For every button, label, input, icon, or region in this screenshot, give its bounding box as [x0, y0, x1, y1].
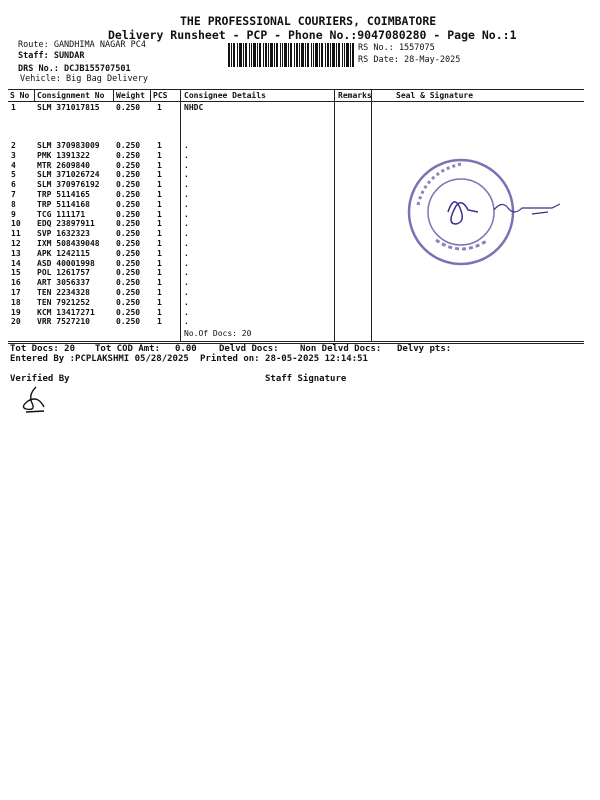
- row-consignment: SVP 1632323: [37, 229, 90, 239]
- row-consignee: .: [184, 229, 189, 239]
- row-consignment: TRP 5114168: [37, 199, 90, 209]
- row-pcs: 1: [157, 268, 162, 278]
- row-sno: 19: [11, 307, 21, 317]
- row-weight: 0.250: [116, 190, 141, 199]
- row-consignment: SLM 371026724: [37, 170, 100, 180]
- staff-label: Staff: SUNDAR: [18, 51, 85, 61]
- row-sno: 10: [11, 219, 21, 229]
- company-title: THE PROFESSIONAL COURIERS, COIMBATORE: [180, 14, 437, 28]
- row-consignment: TEN 7921252: [37, 297, 90, 307]
- row-consignee: .: [184, 160, 189, 170]
- row-consignee: .: [184, 258, 189, 268]
- row-sno: 12: [11, 239, 21, 248]
- row-pcs: 1: [157, 150, 162, 160]
- row-sno: 2: [11, 141, 16, 150]
- row-sno: 3: [11, 150, 16, 160]
- row-consignee: .: [184, 307, 189, 317]
- row-weight: 0.250: [116, 248, 141, 258]
- row-consignment: IXM 508439048: [37, 239, 100, 248]
- row-weight: 0.250: [116, 258, 141, 268]
- col-divider: [150, 89, 151, 101]
- row-sno: 8: [11, 199, 16, 209]
- row-consignment: APK 1242115: [37, 248, 90, 258]
- row-pcs: 1: [157, 190, 162, 199]
- col-divider: [180, 89, 181, 341]
- row-consignee: .: [184, 219, 189, 229]
- row-weight: 0.250: [116, 229, 141, 239]
- row-weight: 0.250: [116, 297, 141, 307]
- row-pcs: 1: [157, 170, 162, 180]
- tot-cod-value: 0.00: [175, 344, 197, 354]
- row-consignee: NHDC: [184, 103, 204, 112]
- row-pcs: 1: [157, 297, 162, 307]
- row-consignee: .: [184, 297, 189, 307]
- row-pcs: 1: [157, 209, 162, 219]
- row-pcs: 1: [157, 103, 162, 112]
- row-weight: 0.250: [116, 141, 141, 150]
- row-weight: 0.250: [116, 150, 141, 160]
- row-weight: 0.250: [116, 219, 141, 229]
- row-consignment: VRR 7527210: [37, 317, 90, 327]
- rs-date: RS Date: 28-May-2025: [358, 55, 461, 65]
- row-pcs: 1: [157, 258, 162, 268]
- drs-label: DRS No.: DCJB155707501: [18, 64, 131, 74]
- row-consignment: SLM 370976192: [37, 180, 100, 190]
- header-consignee: Consignee Details: [184, 91, 266, 100]
- verifier-signature: [18, 385, 48, 415]
- no-of-docs: No.Of Docs: 20: [184, 329, 252, 338]
- row-consignment: PMK 1391322: [37, 150, 90, 160]
- row-pcs: 1: [157, 229, 162, 239]
- row-sno: 15: [11, 268, 21, 278]
- signature-scrawl: [492, 196, 562, 220]
- row-consignee: .: [184, 190, 189, 199]
- header-consignment: Consignment No: [37, 91, 105, 100]
- row-weight: 0.250: [116, 103, 141, 112]
- row-consignee: .: [184, 317, 189, 327]
- tot-cod-label: Tot COD Amt:: [95, 344, 161, 354]
- row-sno: 18: [11, 297, 21, 307]
- row-sno: 13: [11, 248, 21, 258]
- row-consignee: .: [184, 239, 189, 248]
- row-weight: 0.250: [116, 268, 141, 278]
- barcode: [228, 43, 354, 67]
- row-pcs: 1: [157, 307, 162, 317]
- row-pcs: 1: [157, 219, 162, 229]
- row-consignee: .: [184, 199, 189, 209]
- row-consignee: .: [184, 268, 189, 278]
- row-weight: 0.250: [116, 239, 141, 248]
- entered-by: Entered By :PCPLAKSHMI 05/28/2025: [10, 354, 189, 364]
- row-consignment: SLM 370983009: [37, 141, 100, 150]
- row-consignee: .: [184, 180, 189, 190]
- runsheet-title: Delivery Runsheet - PCP - Phone No.:9047080280 - Page No.:1: [108, 28, 517, 42]
- row-consignment: SLM 371017815: [37, 103, 100, 112]
- row-weight: 0.250: [116, 199, 141, 209]
- row-pcs: 1: [157, 160, 162, 170]
- vehicle-label: Vehicle: Big Bag Delivery: [20, 74, 148, 84]
- row-consignment: MTR 2609840: [37, 160, 90, 170]
- header-pcs: PCS: [153, 91, 168, 100]
- row-weight: 0.250: [116, 307, 141, 317]
- row-consignee: .: [184, 248, 189, 258]
- row-consignment: ASD 40001998: [37, 258, 95, 268]
- row-pcs: 1: [157, 288, 162, 297]
- row-sno: 17: [11, 288, 21, 297]
- row-weight: 0.250: [116, 278, 141, 288]
- row-consignee: .: [184, 209, 189, 219]
- row-pcs: 1: [157, 317, 162, 327]
- row-sno: 14: [11, 258, 21, 268]
- row-consignee: .: [184, 150, 189, 160]
- col-divider: [371, 89, 372, 341]
- row-weight: 0.250: [116, 288, 141, 297]
- printed-on: Printed on: 28-05-2025 12:14:51: [200, 354, 368, 364]
- non-delvd-docs: Non Delvd Docs:: [300, 344, 382, 354]
- row-consignment: TRP 5114165: [37, 190, 90, 199]
- row-pcs: 1: [157, 199, 162, 209]
- header-sno: S No: [10, 91, 30, 100]
- row-weight: 0.250: [116, 160, 141, 170]
- route-label: Route: GANDHIMA NAGAR PC4: [18, 40, 146, 50]
- col-divider: [113, 89, 114, 101]
- row-sno: 4: [11, 160, 16, 170]
- col-divider: [34, 89, 35, 101]
- col-divider: [334, 89, 335, 341]
- row-pcs: 1: [157, 248, 162, 258]
- row-weight: 0.250: [116, 180, 141, 190]
- row-consignee: .: [184, 170, 189, 180]
- row-consignment: KCM 13417271: [37, 307, 95, 317]
- row-sno: 6: [11, 180, 16, 190]
- row-consignee: .: [184, 278, 189, 288]
- row-consignment: TCG 111171: [37, 209, 86, 219]
- table-header-line: [8, 101, 584, 102]
- delvy-pts: Delvy pts:: [397, 344, 452, 354]
- header-signature: Seal & Signature: [396, 91, 474, 100]
- row-pcs: 1: [157, 180, 162, 190]
- row-sno: 7: [11, 190, 16, 199]
- row-sno: 9: [11, 209, 16, 219]
- row-consignment: POL 1261757: [37, 268, 90, 278]
- table-top-line: [8, 89, 584, 90]
- row-pcs: 1: [157, 141, 162, 150]
- row-sno: 20: [11, 317, 21, 327]
- header-weight: Weight: [116, 91, 145, 100]
- row-weight: 0.250: [116, 170, 141, 180]
- row-sno: 16: [11, 278, 21, 288]
- row-pcs: 1: [157, 278, 162, 288]
- row-sno: 11: [11, 229, 21, 239]
- row-weight: 0.250: [116, 317, 141, 327]
- staff-signature: Staff Signature: [265, 374, 347, 384]
- row-consignee: .: [184, 288, 189, 297]
- row-consignee: .: [184, 141, 189, 150]
- row-sno: 5: [11, 170, 16, 180]
- rs-number: RS No.: 1557075: [358, 43, 435, 53]
- delvd-docs: Delvd Docs:: [219, 344, 279, 354]
- verified-by: Verified By: [10, 374, 70, 384]
- header-remarks: Remarks: [338, 91, 372, 100]
- row-pcs: 1: [157, 239, 162, 248]
- row-consignment: TEN 2234328: [37, 288, 90, 297]
- row-weight: 0.250: [116, 209, 141, 219]
- row-consignment: EDQ 23897911: [37, 219, 95, 229]
- tot-docs: Tot Docs: 20: [10, 344, 76, 354]
- row-consignment: ART 3056337: [37, 278, 90, 288]
- table-bottom-line: [8, 341, 584, 342]
- row-sno: 1: [11, 103, 16, 112]
